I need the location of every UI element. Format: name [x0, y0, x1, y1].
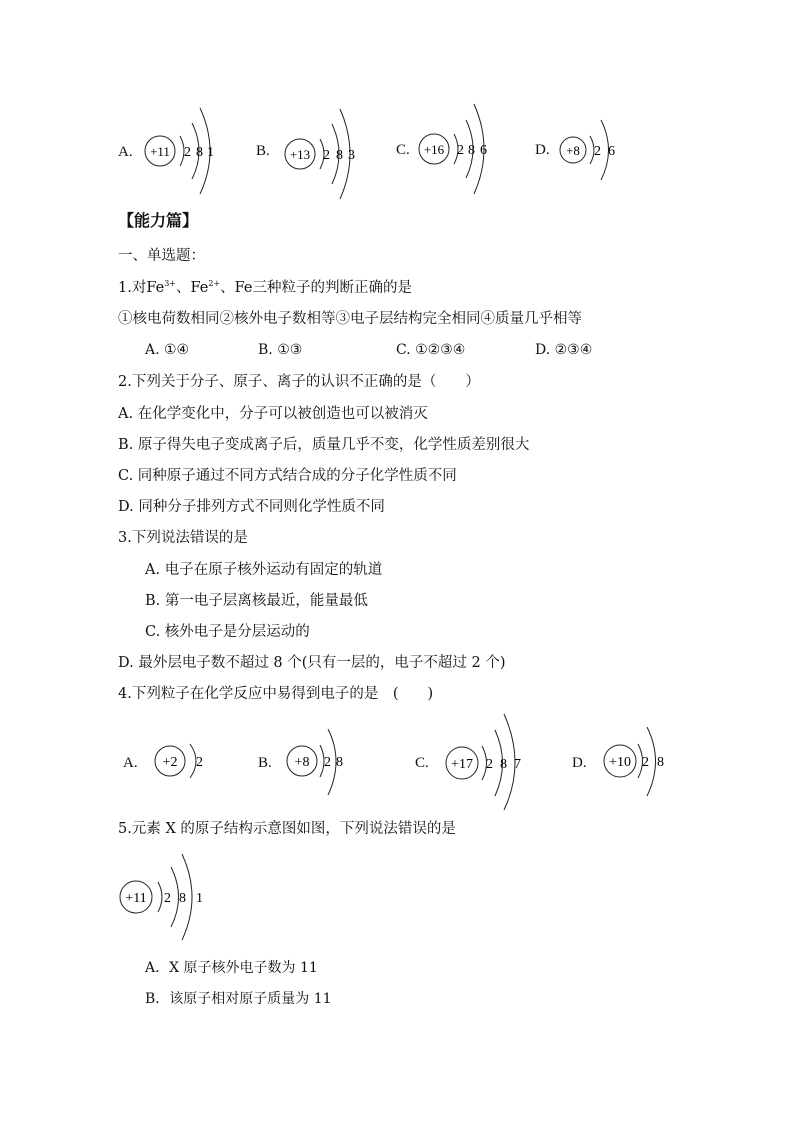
q4-option-b-label[interactable]: B.: [258, 755, 272, 771]
top-option-d-label: D.: [535, 142, 550, 158]
shell-count: 2: [457, 143, 464, 158]
shell-count: 8: [196, 145, 203, 160]
atom-diagram-top-a: [140, 98, 230, 198]
nucleus-charge: +11: [150, 144, 170, 159]
q3-stem: 3.下列说法错误的是: [118, 530, 248, 546]
q2-stem: 2.下列关于分子、原子、离子的认识不正确的是（ ）: [118, 374, 480, 390]
nucleus-charge: +16: [423, 142, 445, 157]
atom-diagram-top-b: [280, 104, 370, 204]
nucleus-charge: +13: [289, 147, 311, 162]
atom-diagram-top-d: [556, 112, 636, 192]
q1-statements: ①核电荷数相同②核外电子数相等③电子层结构完全相同④质量几乎相等: [118, 311, 582, 327]
nucleus-charge: +8: [294, 755, 310, 770]
shell-count: 2: [164, 891, 171, 906]
shell-count: 2: [486, 757, 493, 772]
q1-stem: 1.对$Fe^{3+}$、$Fe^{2+}$、Fe三种粒子的判断正确的是: [118, 279, 413, 296]
shell-count: 2: [324, 755, 331, 770]
shell-arc: [171, 867, 179, 927]
shell-count: 8: [336, 148, 343, 163]
shell-arc: [158, 882, 162, 912]
q2-option-c[interactable]: C. 同种原子通过不同方式结合成的分子化学性质不同: [118, 468, 457, 484]
q1-option-c[interactable]: C. ①②③④: [396, 342, 466, 358]
shell-count: 7: [514, 757, 521, 772]
q3-option-b[interactable]: B. 第一电子层离核最近，能量最低: [145, 593, 368, 609]
q2-option-b[interactable]: B. 原子得失电子变成离子后，质量几乎不变，化学性质差别很大: [118, 437, 530, 453]
atom-diagram-q4-c: [442, 712, 542, 812]
q3-option-a[interactable]: A. 电子在原子核外运动有固定的轨道: [145, 562, 383, 578]
q5-option-b[interactable]: B．该原子相对原子质量为 11: [145, 991, 332, 1007]
shell-count: 2: [323, 148, 330, 163]
shell-count: 2: [184, 145, 191, 160]
shell-count: 2: [196, 755, 203, 770]
subsection-title: 一、单选题：: [118, 248, 205, 264]
nucleus-charge: +11: [125, 891, 147, 906]
shell-count: 8: [468, 143, 475, 158]
q4-option-c-label[interactable]: C.: [415, 755, 429, 771]
q3-option-c[interactable]: C. 核外电子是分层运动的: [145, 624, 310, 640]
q4-option-a-label[interactable]: A.: [123, 755, 138, 771]
atom-diagram-q5: [116, 852, 216, 944]
shell-count: 2: [642, 755, 649, 770]
atom-diagram-q4-b: [284, 723, 364, 803]
nucleus-charge: +10: [609, 755, 631, 770]
atom-diagram-q4-a: [150, 738, 220, 788]
atom-diagram-top-c: [416, 98, 506, 198]
q1-option-d[interactable]: D. ②③④: [535, 342, 593, 358]
q4-stem: 4.下列粒子在化学反应中易得到电子的是 ( ): [118, 686, 434, 702]
shell-count: 8: [336, 755, 343, 770]
q4-option-d-label[interactable]: D.: [572, 755, 587, 771]
shell-count: 2: [594, 144, 601, 159]
q2-option-d[interactable]: D. 同种分子排列方式不同则化学性质不同: [118, 499, 385, 515]
q1-option-a[interactable]: A. ①④: [145, 342, 190, 358]
shell-count: 1: [207, 145, 214, 160]
top-option-a-label: A.: [118, 144, 133, 160]
shell-count: 3: [348, 148, 355, 163]
shell-count: 1: [196, 891, 203, 906]
q5-stem: 5.元素 X 的原子结构示意图如图，下列说法错误的是: [118, 821, 456, 837]
nucleus-charge: +8: [566, 143, 580, 158]
nucleus-charge: +17: [451, 757, 473, 772]
q2-option-a[interactable]: A. 在化学变化中，分子可以被创造也可以被消灭: [118, 406, 428, 422]
nucleus-charge: +2: [162, 755, 178, 770]
q3-option-d[interactable]: D. 最外层电子数不超过 8 个(只有一层的，电子不超过 2 个): [118, 655, 506, 671]
shell-count: 6: [480, 143, 487, 158]
shell-count: 8: [500, 757, 507, 772]
section-heading: 【能力篇】: [118, 211, 199, 230]
top-option-b-label: B.: [256, 143, 270, 159]
shell-count: 8: [179, 891, 186, 906]
shell-count: 8: [657, 755, 664, 770]
atom-diagram-q4-d: [600, 722, 680, 804]
top-option-c-label: C.: [396, 142, 410, 158]
q1-option-b[interactable]: B. ①③: [258, 342, 303, 358]
q5-option-a[interactable]: A．X 原子核外电子数为 11: [145, 960, 318, 976]
shell-count: 6: [608, 144, 615, 159]
